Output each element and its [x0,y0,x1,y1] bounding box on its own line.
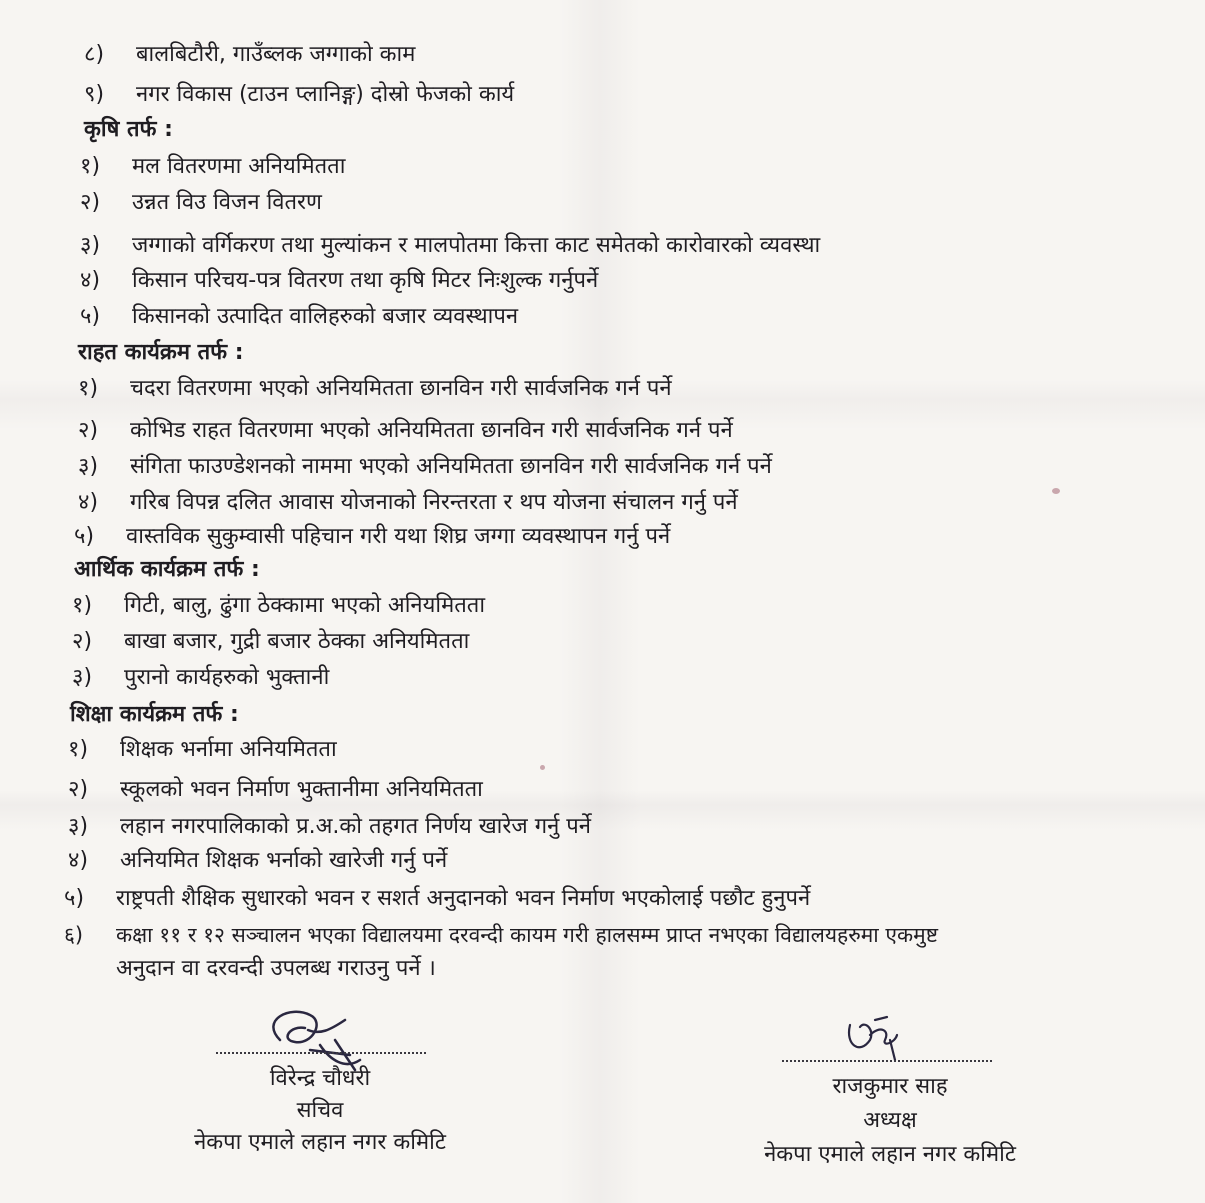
item-text: बालबिटौरी, गाउँब्लक जग्गाको काम [136,42,416,67]
paper-speck [540,765,545,770]
signature-line-right [782,1060,992,1064]
item-text: उन्नत विउ विजन वितरण [132,190,322,215]
item-text: संगिता फाउण्डेशनको नाममा भएको अनियमितता छानविन गरी सार्वजनिक गर्न पर्ने [130,454,772,479]
list-item [68,735,337,765]
item-text: लहान नगरपालिकाको प्र.अ.को तहगत निर्णय खारेज गर्नु पर्ने [120,814,591,839]
item-text: नगर विकास (टाउन प्लानिङ्ग) दोस्रो फेजको कार्य [136,82,515,107]
item-text: किसान परिचय-पत्र वितरण तथा कृषि मिटर निःशुल्क गर्नुपर्ने [132,268,599,293]
item-number: ५) [80,304,101,329]
signature-line-left [216,1052,426,1056]
section-heading-education: शिक्षा कार्यक्रम तर्फ : [70,702,239,727]
section-heading-economic: आर्थिक कार्यक्रम तर्फ : [74,557,260,582]
list-item [72,627,469,657]
item-text: जग्गाको वर्गिकरण तथा मुल्यांकन र मालपोतमा कित्ता काट समेतको कारोवारको व्यवस्था [132,233,821,258]
item-number: १) [78,376,99,401]
item-number: ९) [84,82,105,107]
item-number: १) [80,154,101,179]
item-number: ६) [64,923,84,947]
section-heading-relief: राहत कार्यक्रम तर्फ : [78,340,244,365]
item-number: २) [80,190,101,215]
item-number: ४) [68,848,89,873]
list-item [64,884,810,914]
item-text: गिटी, बालु, ढुंगा ठेक्कामा भएको अनियमितता [124,593,486,618]
list-item [68,775,483,805]
signatory-title-left: सचिव [296,1098,344,1123]
list-item [80,302,518,332]
item-number: ३) [68,814,89,839]
signatory-org-left: नेकपा एमाले लहान नगर कमिटि [194,1130,446,1155]
signatory-name-left: विरेन्द्र चौधरी [269,1066,371,1091]
list-item [80,266,598,296]
section-heading-agriculture: कृषि तर्फ : [84,117,173,142]
list-item [80,231,820,261]
item-text: अनियमित शिक्षक भर्नाको खारेजी गर्नु पर्ने [120,848,448,873]
item-text: मल वितरणमा अनियमितता [132,154,346,179]
signatory-name-right: राजकुमार साह [832,1074,948,1099]
item-number: १) [72,593,93,618]
item-number: ५) [64,886,85,911]
list-item [72,591,485,621]
item-number: २) [72,629,93,654]
item-number: ५) [74,524,95,549]
signatory-title-right: अध्यक्ष [863,1108,917,1133]
item-number: ८) [84,42,105,67]
item-number: २) [68,777,89,802]
item-text: कोभिड राहत वितरणमा भएको अनियमितता छानविन गरी सार्वजनिक गर्न पर्ने [130,418,733,443]
item-text: चदरा वितरणमा भएको अनियमितता छानविन गरी सार्वजनिक गर्न पर्ने [130,376,672,401]
item-text: किसानको उत्पादित वालिहरुको बजार व्यवस्थापन [132,304,519,329]
list-item [80,188,322,218]
list-item [72,663,329,693]
item-number: २) [78,418,99,443]
list-item [68,812,591,842]
item-text: कक्षा ११ र १२ सञ्चालन भएका विद्यालयमा दरवन्दी कायम गरी हालसम्म प्राप्त नभएका विद्यालयहरुमा एकमुष्ट [116,923,938,947]
signature-right-image [835,1005,915,1065]
item-text: पुरानो कार्यहरुको भुक्तानी [124,665,330,690]
item-number: ४) [80,268,101,293]
list-item [84,40,415,70]
item-number: ४) [78,490,99,515]
item-number: १) [68,737,89,762]
item-text: वास्तविक सुकुम्वासी पहिचान गरी यथा शिघ्र जग्गा व्यवस्थापन गर्नु पर्ने [126,524,671,549]
list-item [84,80,514,110]
list-item [74,522,670,552]
list-item [78,416,733,446]
item-text: गरिब विपन्न दलित आवास योजनाको निरन्तरता र थप योजना संचालन गर्नु पर्ने [130,490,738,515]
item-number: ३) [72,665,93,690]
list-item [64,920,938,950]
list-item [80,152,345,182]
item-text: बाखा बजार, गुद्री बजार ठेक्का अनियमितता [124,629,470,654]
item-text: स्कूलको भवन निर्माण भुक्तानीमा अनियमितता [120,777,483,802]
list-item-continuation: अनुदान वा दरवन्दी उपलब्ध गराउनु पर्ने । [116,956,436,981]
item-number: ३) [80,233,101,258]
signatory-org-right: नेकपा एमाले लहान नगर कमिटि [764,1142,1016,1167]
paper-speck [1052,488,1060,494]
list-item [68,846,447,876]
item-text: राष्ट्रपती शैक्षिक सुधारको भवन र सशर्त अनुदानको भवन निर्माण भएकोलाई पछौट हुनुपर्ने [116,886,811,911]
item-number: ३) [78,454,99,479]
list-item [78,452,772,482]
list-item [78,374,672,404]
item-text: शिक्षक भर्नामा अनियमितता [120,737,337,762]
list-item [78,488,738,518]
